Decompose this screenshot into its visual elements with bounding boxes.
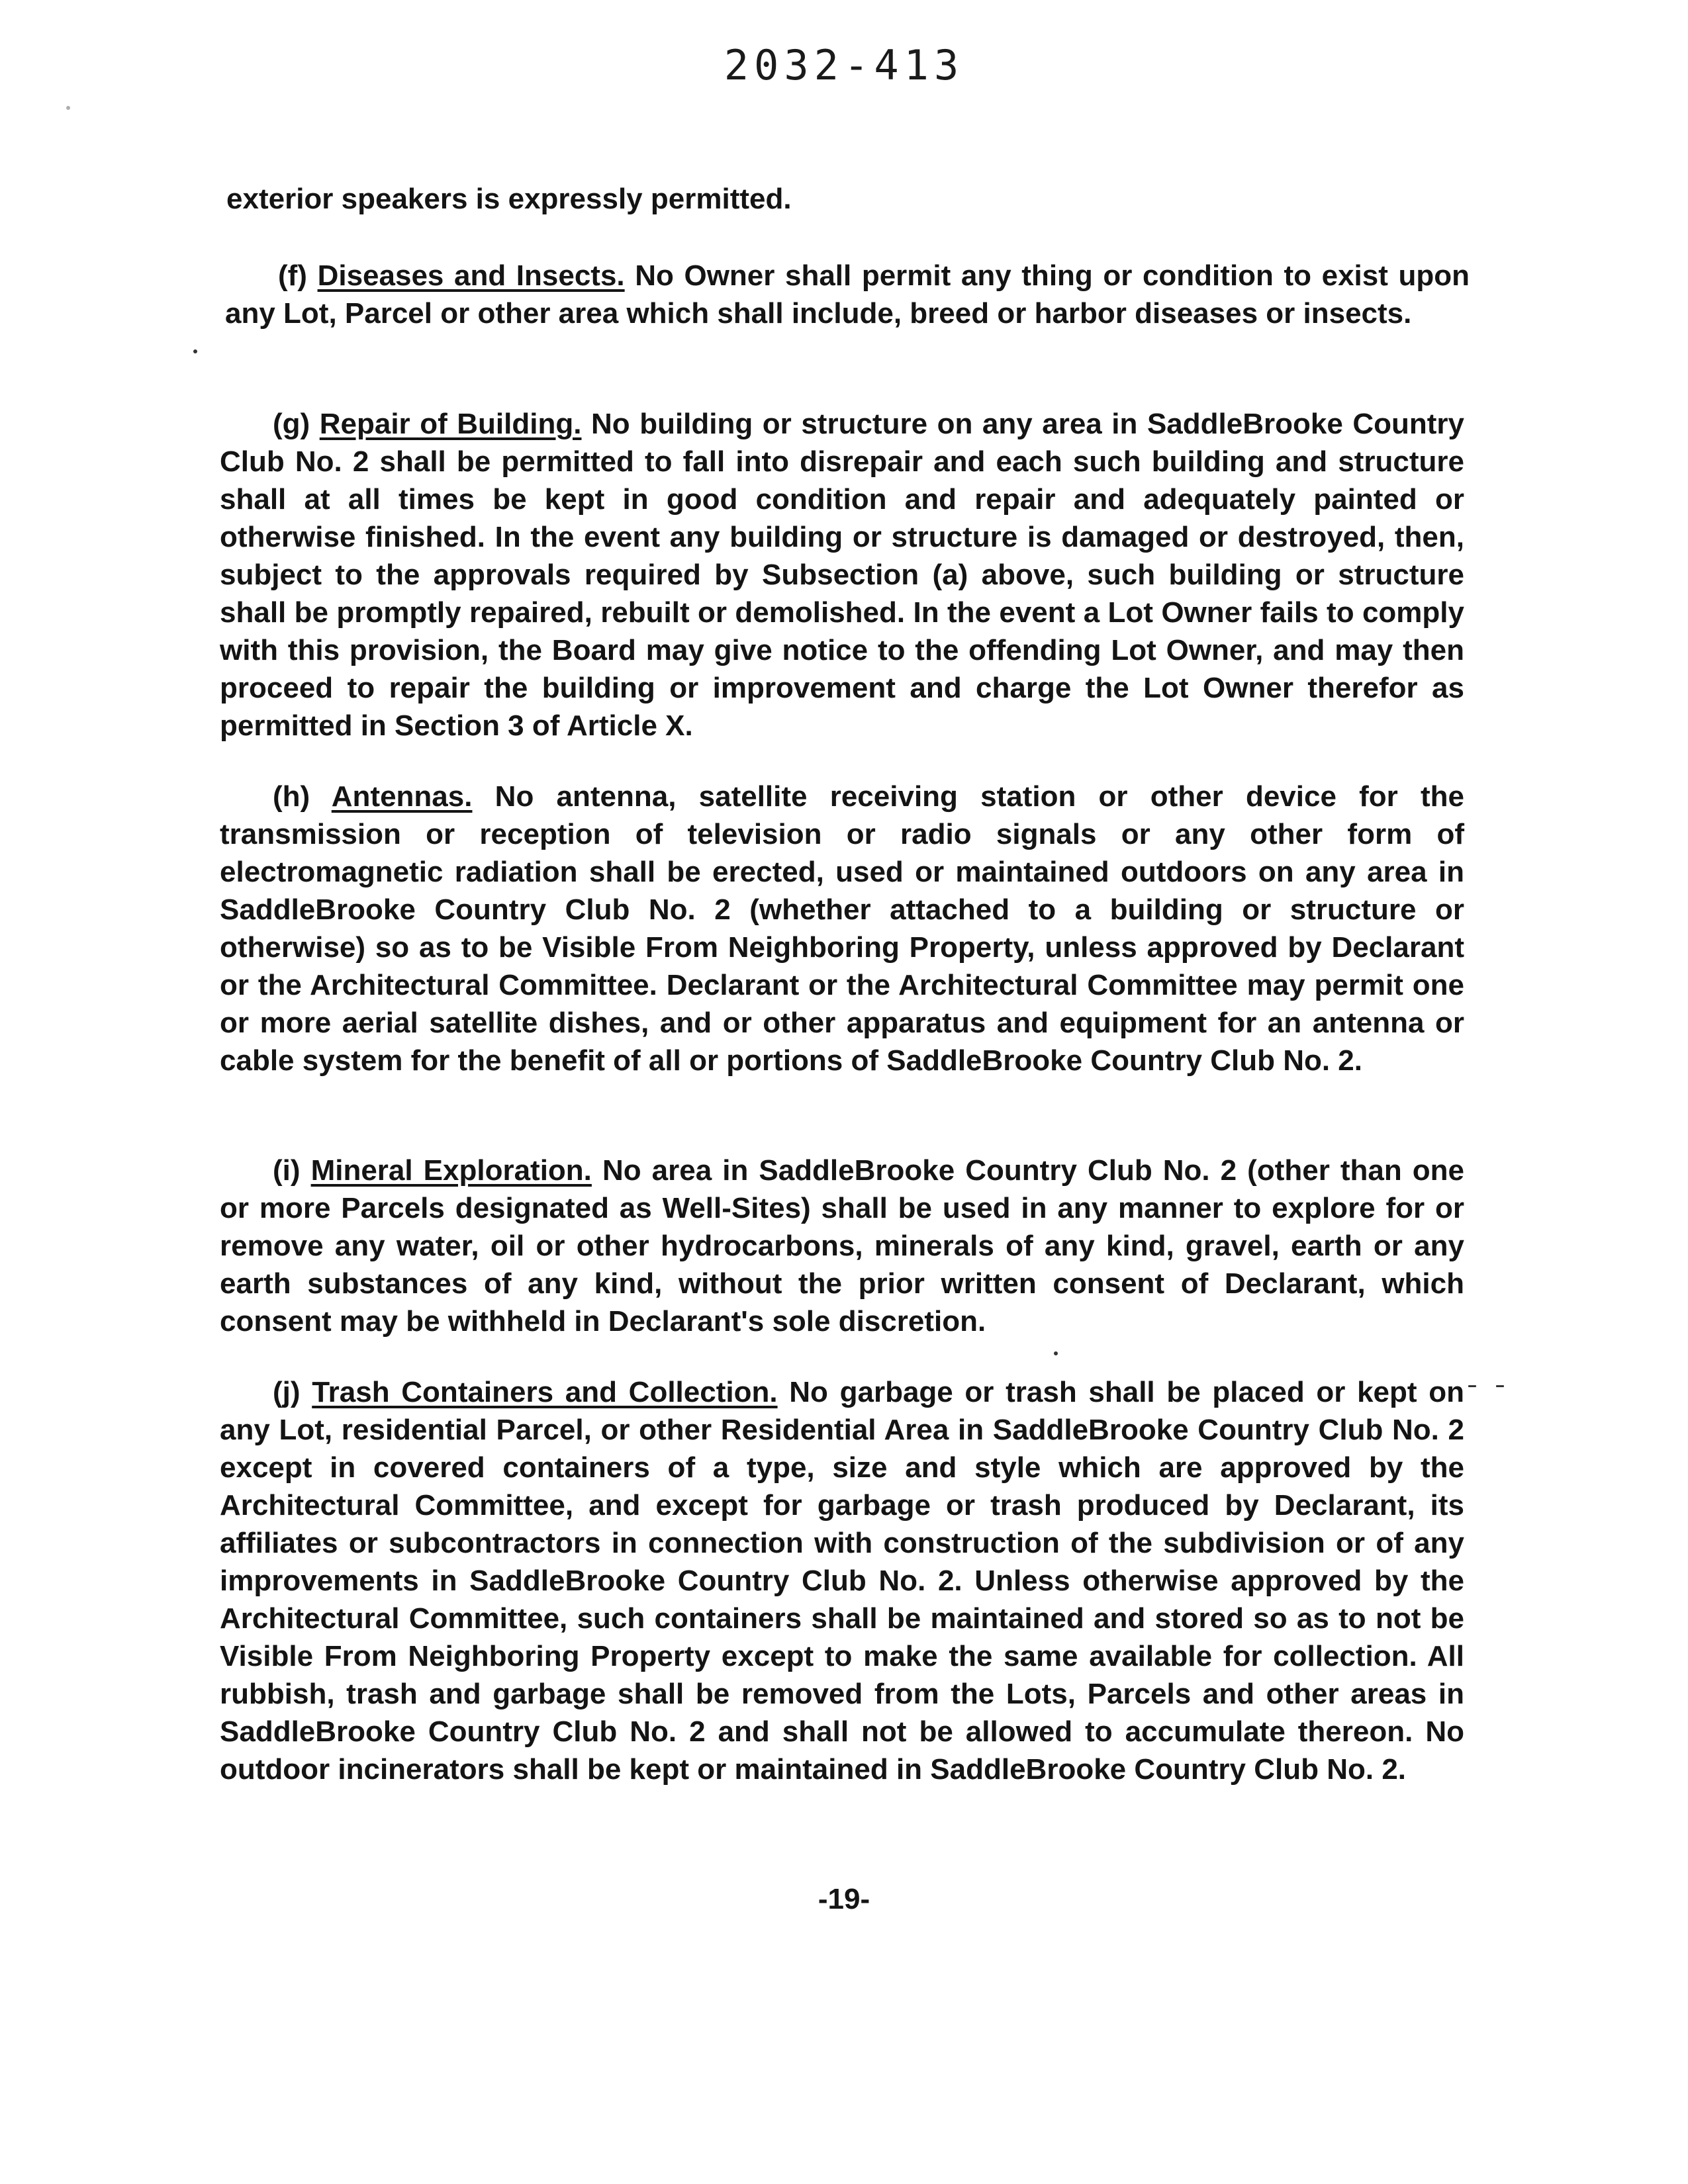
paragraph-text: No area in SaddleBrooke Country Club No. 2 (other than one or more Parcels designated as Well-Sites) shall be used in any manner to explore for or remove any water, oil or other hydrocarbons, minerals of any kind, gravel, earth or any earth substances of any kind, without the prior written consent of Declarant, which consent may be withheld in Declarant's sole discretion.: [220, 1154, 1464, 1338]
paragraph-heading: Repair of Building.: [319, 408, 582, 440]
scan-speck: [1468, 1385, 1476, 1387]
paragraph-label: (g): [273, 408, 310, 440]
paragraph-i: [220, 1152, 1464, 1340]
paragraph-j: [220, 1373, 1464, 1788]
paragraph-label: (h): [273, 780, 310, 813]
paragraph-heading: Diseases and Insects.: [317, 259, 625, 292]
paragraph-heading: Mineral Exploration.: [310, 1154, 592, 1187]
scan-speck: [66, 106, 70, 110]
paragraph-h: [220, 778, 1464, 1079]
paragraph-heading: Trash Containers and Collection.: [312, 1376, 778, 1408]
paragraph-f: [225, 257, 1470, 332]
paragraph-heading: Antennas.: [331, 780, 473, 813]
paragraph-g: [220, 405, 1464, 745]
page-number: -19-: [818, 1883, 870, 1915]
document-number: 2032-413: [724, 41, 964, 89]
paragraph-label: (i): [273, 1154, 301, 1187]
paragraph-text: No building or structure on any area in SaddleBrooke Country Club No. 2 shall be permitted to fall into disrepair and each such building and structure shall at all times be kept in good condition and repair and adequately painted or otherwise finished. In the event any building or structure is damaged or destroyed, then, subject to the approvals required by Subsection (a) above, such building or structure shall be promptly repaired, rebuilt or demolished. In the event a Lot Owner fails to comply with this provision, the Board may give notice to the offending Lot Owner, and may then proceed to repair the building or improvement and charge the Lot Owner therefor as permitted in Section 3 of Article X.: [220, 408, 1464, 742]
scan-speck: [1496, 1385, 1504, 1387]
paragraph-text: No garbage or trash shall be placed or kept on any Lot, residential Parcel, or other Residential Area in SaddleBrooke Country Club No. 2 except in covered containers of a type, size and style which are approved by the Architectural Committee, and except for garbage or trash produced by Declarant, its affiliates or subcontractors in connection with construction of the subdivision or of any improvements in SaddleBrooke Country Club No. 2. Unless otherwise approved by the Architectural Committee, such containers shall be maintained and stored so as to not be Visible From Neighboring Property except to make the same available for collection. All rubbish, trash and garbage shall be removed from the Lots, Parcels and other areas in SaddleBrooke Country Club No. 2 and shall not be allowed to accumulate thereon. No outdoor incinerators shall be kept or maintained in SaddleBrooke Country Club No. 2.: [220, 1376, 1464, 1786]
paragraph-label: (f): [278, 259, 307, 292]
scan-speck: [1054, 1351, 1058, 1355]
paragraph-text: No Owner shall permit any thing or condition to exist upon any Lot, Parcel or other area which shall include, breed or harbor diseases or insects.: [225, 259, 1470, 330]
scan-speck: [193, 349, 197, 353]
continuation-text: exterior speakers is expressly permitted.: [226, 183, 792, 215]
paragraph-text: No antenna, satellite receiving station or other device for the transmission or reception of television or radio signals or any other form of electromagnetic radiation shall be erected, used or maintained outdoors on any area in SaddleBrooke Country Club No. 2 (whether attached to a building or structure or otherwise) so as to be Visible From Neighboring Property, unless approved by Declarant or the Architectural Committee. Declarant or the Architectural Committee may permit one or more aerial satellite dishes, and or other apparatus and equipment for an antenna or cable system for the benefit of all or portions of SaddleBrooke Country Club No. 2.: [220, 780, 1464, 1077]
paragraph-label: (j): [273, 1376, 301, 1408]
